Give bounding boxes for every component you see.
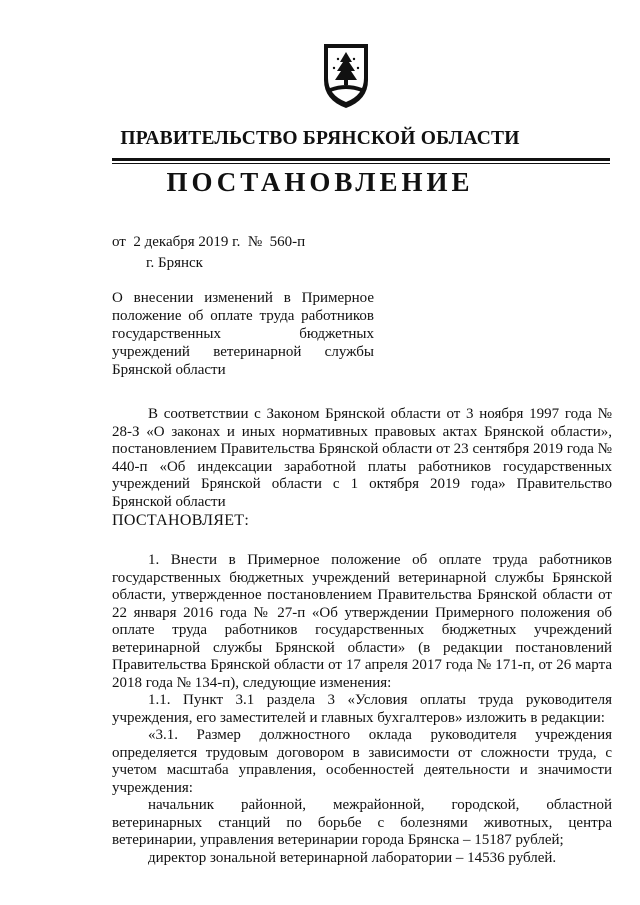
coat-of-arms-emblem [318,40,374,112]
header-divider-thin [112,163,610,164]
paragraph-1-1: 1.1. Пункт 3.1 раздела 3 «Условия оплаты труда руководителя учреждения, его заместителей и главных бухгалтеров» изложить в редакции: [112,692,612,726]
document-type-title: ПОСТАНОВЛЕНИЕ [166,167,474,197]
paragraph-3-1-quote: «3.1. Размер должностного оклада руководителя учреждения определяется трудовым договором в зависимости от сложности труда, с учетом масштаба управления, особенностей деятельности и значимости учреждения: [112,727,612,796]
document-city: г. Брянск [146,255,203,271]
preamble-paragraph: В соответствии с Законом Брянской области от 3 ноября 1997 года № 28-З «О законах и иных нормативных правовых актах Брянской области», постановлением Правительства Брянской области от 23 сентября 2019 года № 440-п «Об индексации заработной платы работников государственных учреждений Брянской области с 1 октября 2019 года» Правительство Брянской области [112,406,612,510]
document-date-number: от 2 декабря 2019 г. № 560-п [112,234,306,250]
document-body [112,406,612,867]
paragraph-1: 1. Внести в Примерное положение об оплате труда работников государственных бюджетных учреждений ветеринарной службы Брянской области, утвержденное постановлением Правительства Брянской области от 22 января 2016 года № 27-п «Об утверждении Примерного положения об оплате труда работников государственных бюджетных учреждений ветеринарной службы Брянской области» (в редакции постановлений Правительства Брянской области от 17 апреля 2017 года № 171-п, от 26 марта 2018 года № 134-п), следующие изменения: [112,552,612,691]
salary-item-lab-director: директор зональной ветеринарной лаборатории – 14536 рублей. [148,849,557,866]
ruling-word: ПОСТАНОВЛЯЕТ: [112,512,250,529]
header-divider-thick [112,158,610,161]
salary-item-station-head: начальник районной, межрайонной, городской, областной ветеринарных станций по борьбе с болезнями животных, центра ветеринарии, управления ветеринарии города Брянска – 15187 рублей; [112,797,612,848]
document-subject: О внесении изменений в Примерное положение об оплате труда работников государственных бюджетных учреждений ветеринарной службы Брянской области [112,290,374,378]
government-title: ПРАВИТЕЛЬСТВО БРЯНСКОЙ ОБЛАСТИ [120,128,520,149]
